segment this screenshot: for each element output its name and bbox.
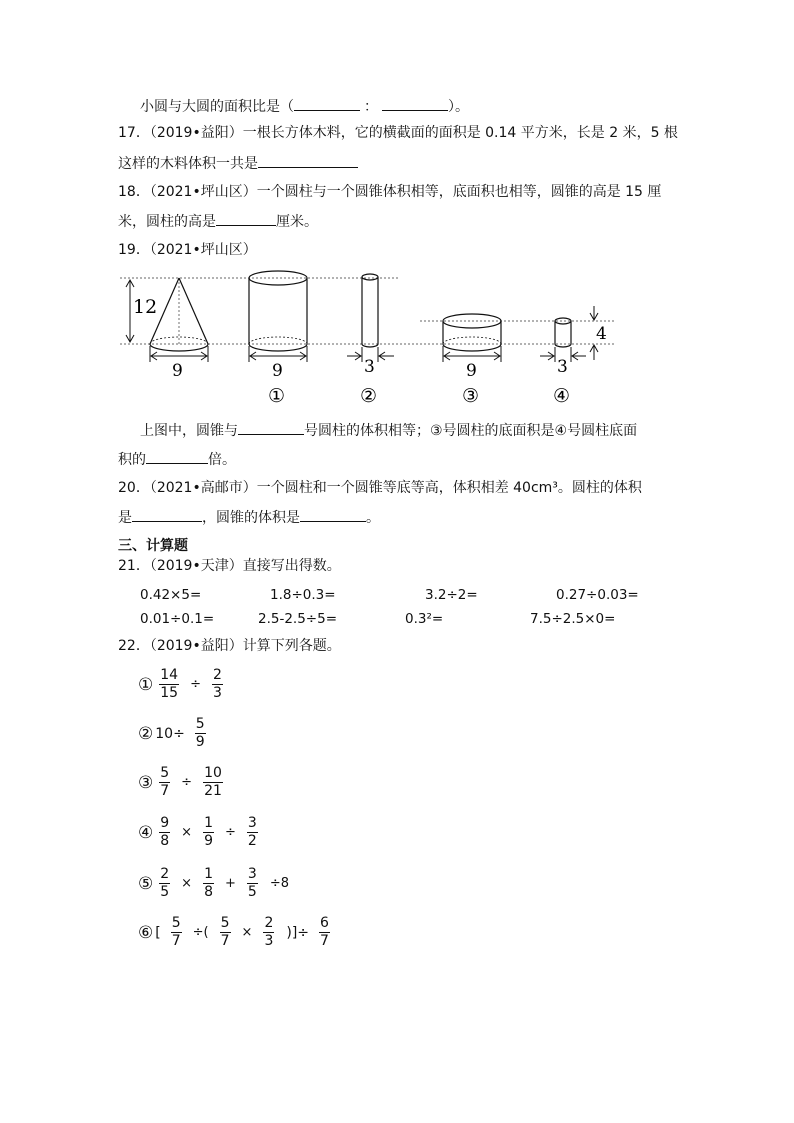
fraction: $\frac{6}{7}$	[320, 915, 329, 949]
q21-header: 21．（2019•天津）直接写出得数。	[118, 558, 341, 574]
fraction: $\frac{10}{21}$	[204, 765, 222, 799]
fraction: $\frac{2}{3}$	[264, 915, 274, 949]
q17-line2	[118, 153, 358, 174]
cylinder-2-shape	[362, 274, 378, 347]
operator: ÷	[190, 677, 201, 692]
q19-line1	[140, 420, 637, 441]
q21-item: 2.5-2.5÷5=	[258, 611, 338, 627]
cylinder-2-number: ②	[360, 385, 378, 407]
q18-text-pre: 米，圆柱的高是	[118, 214, 216, 230]
q18-text-post: 厘米。	[276, 214, 318, 230]
q18-blank[interactable]	[216, 211, 276, 226]
q18-line2	[118, 211, 318, 232]
q21-item: 0.3²=	[405, 611, 444, 627]
q17-text: 这样的木料体积一共是	[118, 156, 258, 172]
q20-blank-1[interactable]	[132, 507, 202, 522]
fraction: $\frac{14}{15}$	[160, 667, 179, 701]
q22-expression-4	[138, 815, 262, 850]
q22-header: 22．（2019•益阳）计算下列各题。	[118, 638, 341, 654]
q22-expression-5	[138, 866, 289, 901]
q19-header: 19．（2021•坪山区）	[118, 242, 257, 258]
q21-item: 0.01÷0.1=	[140, 611, 215, 627]
q21-item: 3.2÷2=	[425, 587, 478, 603]
q19-text-post: 号圆柱的体积相等；③号圆柱的底面积是④号圆柱底面	[304, 423, 638, 439]
q21-item: 0.27÷0.03=	[556, 587, 639, 603]
fraction: $\frac{2}{3}$	[212, 667, 222, 701]
expr-tail: ÷8	[269, 876, 289, 891]
cylinder-1-base-label: 9	[272, 361, 283, 381]
cylinder-2-base-label: 3	[364, 357, 375, 377]
q19-line2	[118, 449, 236, 470]
expr-number: ④	[138, 822, 154, 843]
q22-expression-6	[138, 915, 334, 950]
fraction: $\frac{1}{8}$	[204, 866, 213, 900]
cylinder-1-number: ①	[268, 385, 286, 407]
q19-blank-1[interactable]	[238, 420, 304, 435]
fraction: $\frac{1}{9}$	[204, 815, 213, 849]
q22-expression-2	[138, 716, 210, 751]
q16-text-post: ）。	[448, 99, 469, 115]
expr-number: ②	[138, 723, 154, 744]
fraction: $\frac{3}{5}$	[247, 866, 257, 900]
q19-text-post2: 倍。	[208, 452, 236, 468]
q21-item: 7.5÷2.5×0=	[530, 611, 616, 627]
q19-figure	[0, 262, 794, 412]
fraction: $\frac{5}{7}$	[220, 915, 230, 949]
cone-height-label: 12	[133, 296, 158, 318]
fraction: $\frac{2}{5}$	[160, 866, 170, 900]
operator: ÷	[181, 775, 193, 790]
fraction: $\frac{5}{7}$	[160, 765, 170, 799]
q18-line1: 18．（2021•坪山区）一个圆柱与一个圆锥体积相等，底面积也相等，圆锥的高是 15 厘	[118, 184, 662, 200]
q19-text-pre2: 积的	[118, 452, 146, 468]
q16-text-pre: 小圆与大圆的面积比是（	[140, 99, 294, 115]
q17-blank[interactable]	[258, 153, 358, 168]
q21-item: 0.42×5=	[140, 587, 202, 603]
expr-number: ⑤	[138, 873, 154, 894]
q20-text-pre: 是	[118, 510, 132, 526]
q22-expression-1	[138, 667, 227, 702]
bracket-close: )]÷	[286, 924, 310, 941]
cylinder-3-shape	[443, 314, 501, 351]
cylinder-3-number: ③	[462, 385, 480, 407]
operator: ÷(	[192, 925, 209, 940]
cylinder-3-base-label: 9	[466, 361, 477, 381]
q16-blank-1[interactable]	[294, 96, 360, 111]
expr-lead: 10÷	[155, 725, 185, 742]
operator: +	[225, 876, 236, 891]
q20-line2	[118, 507, 380, 528]
cone-base-label: 9	[172, 361, 183, 381]
operator: ×	[181, 825, 193, 840]
q20-text-post: 。	[366, 510, 380, 526]
operator: ×	[241, 925, 253, 940]
q20-text-mid: ，圆锥的体积是	[202, 510, 300, 526]
cone-shape	[150, 278, 208, 351]
bracket-open: [	[155, 924, 161, 941]
cylinder-1-shape	[249, 271, 307, 351]
q19-text-pre: 上图中，圆锥与	[140, 423, 238, 439]
q21-item: 1.8÷0.3=	[270, 587, 336, 603]
q20-line1: 20．（2021•高邮市）一个圆柱和一个圆锥等底等高，体积相差 40cm³。圆柱的体积	[118, 480, 642, 496]
q20-blank-2[interactable]	[300, 507, 366, 522]
fraction: $\frac{9}{8}$	[160, 815, 170, 849]
q16-blank-2[interactable]	[382, 96, 448, 111]
q16-tail-line	[140, 96, 469, 117]
fraction: $\frac{5}{9}$	[195, 716, 205, 750]
q16-colon: ：	[364, 99, 378, 115]
cylinder-4-base-label: 3	[557, 357, 568, 377]
cylinder-4-number: ④	[553, 385, 571, 407]
operator: ÷	[225, 825, 236, 840]
cylinder-4-height-label: 4	[596, 324, 607, 344]
fraction: $\frac{3}{2}$	[247, 815, 257, 849]
expr-number: ①	[138, 674, 154, 695]
cylinder-4-shape	[555, 318, 571, 347]
q22-expression-3	[138, 765, 227, 800]
expr-number: ⑥	[138, 922, 154, 943]
section-title: 三、计算题	[118, 538, 188, 554]
q17-line1: 17．（2019•益阳）一根长方体木料，它的横截面的面积是 0.14 平方米，长是 2 米，5 根	[118, 125, 678, 141]
operator: ×	[181, 876, 193, 891]
expr-number: ③	[138, 772, 154, 793]
fraction: $\frac{5}{7}$	[171, 915, 181, 949]
q19-blank-2[interactable]	[146, 449, 208, 464]
